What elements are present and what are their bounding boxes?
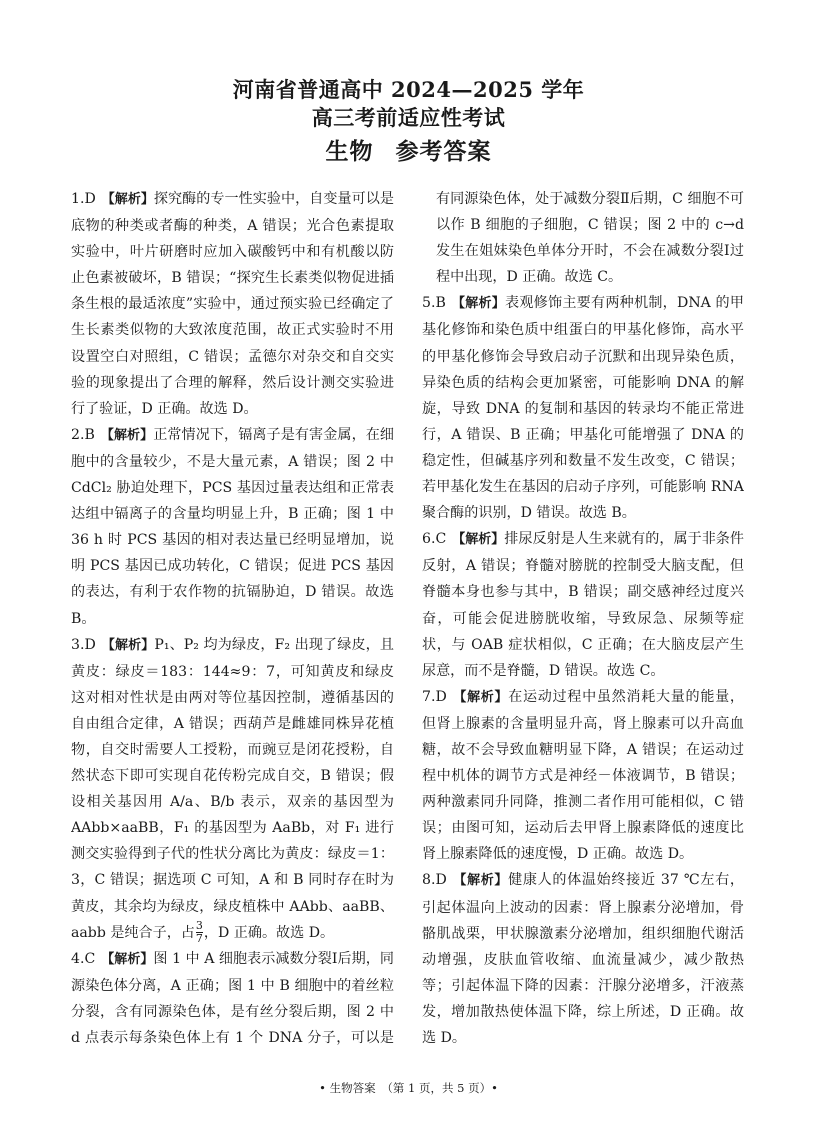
analysis-tag: 【解析】 bbox=[452, 532, 505, 548]
answer-item-5 bbox=[422, 290, 744, 526]
answer-item-2 bbox=[71, 422, 394, 632]
exam-subtitle: 高三考前适应性考试 bbox=[311, 105, 506, 130]
fraction bbox=[196, 920, 203, 945]
answer-item-1 bbox=[71, 186, 394, 422]
fraction-numerator: 3 bbox=[195, 919, 203, 933]
analysis-text: P₁、P₂ 均为绿皮，F₂ 出现了绿皮，且黄皮：绿皮＝183：144≈9：7，可知黄皮和绿皮这对相对性状是由两对等位基因控制，遵循基因的自由组合定律，A 错误；西葫芦是雌雄同株异花植物，自交时需要人工授粉，而豌豆是闭花授粉，自然状态下即可实现自花传粉完成自交，B 错误；假设相关基因用 A/a、B/b 表示，双亲的基因型为 AAbb×aaBB，F₁ 的基因型为 AaBb，对 F₁ 进行测交实验得到子代的性状分离比为黄皮：绿皮＝1：3，C 错误；据选项 C 可知，A 和 B 同时存在时为黄皮，其余均为绿皮，绿皮植株中 AAbb、aaBB、aabb 是纯合子，占 bbox=[71, 636, 394, 941]
page-footer: • 生物答案 （第 1 页，共 5 页）• bbox=[319, 1081, 498, 1095]
analysis-text: 健康人的体温始终接近 37 ℃左右，引起体温向上波动的因素：肾上腺素分泌增加，骨骼肌战栗，甲状腺激素分泌增加，组织细胞代谢活动增强，皮肤血管收缩、血流量减少，减少散热等；引起体温下降的因素：汗腺分泌增多，汗液蒸发，增加散热使体温下降，综上所述，D 正确。故选 D。 bbox=[422, 872, 744, 1046]
doc-type: 参考答案 bbox=[395, 138, 492, 165]
fraction-denominator: 7 bbox=[195, 932, 203, 946]
analysis-text-tail: ，D 正确。故选 D。 bbox=[203, 924, 335, 941]
answer-item-3 bbox=[71, 632, 394, 946]
right-column bbox=[422, 186, 744, 1046]
left-column bbox=[71, 186, 394, 1046]
answer-number: 7.D bbox=[422, 688, 447, 705]
analysis-text: 探究酶的专一性实验中，自变量可以是底物的种类或者酶的种类，A 错误；光合色素提取实验中，叶片研磨时应加入碳酸钙中和有机酸以防止色素被破坏，B 错误；“探究生长素类似物促进插条生根的最适浓度”实验中，通过预实验已经确定了生长素类似物的大致浓度范围，故正式实验时不用设置空白对照组，C 错误；孟德尔对杂交和自交实验的现象提出了合理的解释，然后设计测交实验进行了验证，D 正确。故选 D。 bbox=[71, 191, 394, 417]
subject-heading bbox=[0, 134, 817, 170]
answer-item-4-continued: 有同源染色体，处于减数分裂Ⅱ后期，C 细胞不可以作 B 细胞的子细胞，C 错误；图 2 中的 c→d 发生在姐妹染色单体分开时，不会在减数分裂Ⅰ过程中出现，D 正确。故选 C。 bbox=[436, 191, 744, 286]
answer-number: 2.B bbox=[71, 426, 95, 443]
analysis-text: 图 1 中 A 细胞表示减数分裂Ⅰ后期，同源染色体分离，A 正确；图 1 中 B 细胞中的着丝粒分裂，含有同源染色体，是有丝分裂后期，图 2 中 d 点表示每条染色体上有 1 个 DNA 分子，可以是 bbox=[71, 950, 394, 1046]
subject-name: 生物 bbox=[325, 138, 374, 165]
analysis-tag: 【解析】 bbox=[101, 192, 154, 207]
answer-item-7 bbox=[422, 684, 744, 868]
analysis-text: 在运动过程中虽然消耗大量的能量，但肾上腺素的含量明显升高，肾上腺素可以升高血糖，故不会导致血糖明显下降，A 错误；在运动过程中机体的调节方式是神经－体液调节，B 错误；两种激素同升同降，推测二者作用可能相似，C 错误；由图可知，运动后去甲肾上腺素降低的速度比肾上腺素降低的速度慢，D 正确。故选 D。 bbox=[422, 688, 744, 863]
answer-number: 1.D bbox=[71, 191, 96, 207]
answer-number: 3.D bbox=[71, 636, 96, 653]
answer-item-6 bbox=[422, 526, 744, 684]
answer-number: 6.C bbox=[422, 531, 447, 548]
answer-number: 8.D bbox=[422, 872, 447, 889]
analysis-text: 正常情况下，镉离子是有害金属，在细胞中的含量较少，不是大量元素，A 错误；图 2 中 CdCl₂ 胁迫处理下，PCS 基因过量表达组和正常表达组中镉离子的含量均明显上升，B 正确；图 1 中 36 h 时 PCS 基因的相对表达量已经明显增加，说明 PCS 基因已成功转化，C 错误；促进 PCS 基因的表达，有利于农作物的抗镉胁迫，D 错误。故选 B。 bbox=[71, 426, 394, 627]
answer-item-8 bbox=[422, 867, 744, 1046]
answer-item-4 bbox=[71, 946, 394, 1046]
answer-number: 5.B bbox=[422, 295, 446, 312]
answer-number: 4.C bbox=[71, 950, 96, 967]
exam-title: 河南省普通高中 2024—2025 学年 bbox=[232, 77, 585, 102]
title-block bbox=[0, 76, 817, 170]
analysis-text: 表观修饰主要有两种机制，DNA 的甲基化修饰和染色质中组蛋白的甲基化修饰，高水平的甲基化修饰会导致启动子沉默和出现异染色质，异染色质的结构会更加紧密，可能影响 DNA 的解旋，导致 DNA 的复制和基因的转录均不能正常进行，A 错误、B 正确；甲基化可能增强了 DNA 的稳定性，但碱基序列和数量不发生改变，C 错误；若甲基化发生在基因的启动子序列，可能影响 RNA 聚合酶的识别，D 错误。故选 B。 bbox=[422, 295, 744, 522]
analysis-tag: 【解析】 bbox=[101, 637, 155, 653]
analysis-tag: 【解析】 bbox=[452, 873, 509, 889]
analysis-tag: 【解析】 bbox=[100, 427, 154, 443]
analysis-tag: 【解析】 bbox=[451, 296, 506, 312]
analysis-tag: 【解析】 bbox=[452, 689, 509, 705]
analysis-tag: 【解析】 bbox=[101, 951, 154, 967]
analysis-text: 排尿反射是人生来就有的，属于非条件反射，A 错误；脊髓对膀胱的控制受大脑支配，但脊髓本身也参与其中，B 错误；副交感神经过度兴奋，可能会促进膀胱收缩，导致尿急、尿频等症状，与 OAB 症状相似，C 正确；在大脑皮层产生尿意，而不是脊髓，D 错误。故选 C。 bbox=[422, 531, 744, 679]
